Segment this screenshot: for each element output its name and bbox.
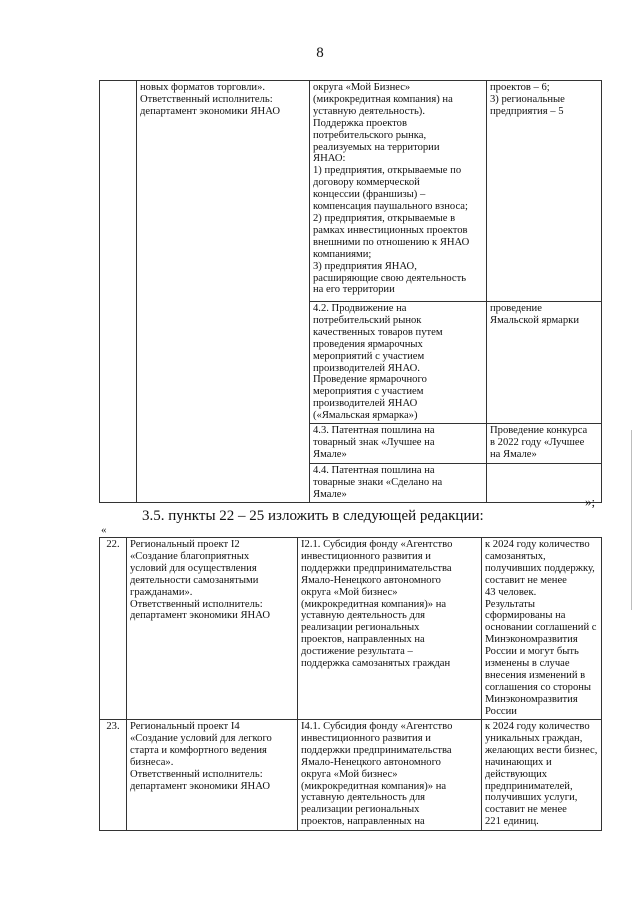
text-line: инвестиционного развития и <box>301 732 431 744</box>
text-line: новых форматов торговли». <box>140 82 266 93</box>
text-line: получивших поддержку, <box>485 562 595 574</box>
measures-table-new-edition <box>99 537 602 831</box>
text-line: Ответственный исполнитель: <box>140 93 273 105</box>
text-line: внешними по отношению к ЯНАО <box>313 236 470 248</box>
row-number-cell <box>100 538 127 720</box>
text-line: уставную деятельность для <box>301 610 425 622</box>
text-line: составит не менее <box>485 804 567 816</box>
text-line: старта и комфортного ведения <box>130 744 267 756</box>
text-line: рамках инвестиционных проектов <box>313 224 468 236</box>
text-line: 43 человек. <box>485 586 537 598</box>
text-line: Минэкономразвития <box>485 634 578 646</box>
table-row <box>100 81 602 302</box>
text-line: 2) предприятия, открываемые в <box>313 212 456 224</box>
text-line: действующих <box>485 768 548 780</box>
text-line: поддержка самозанятых граждан <box>301 658 451 670</box>
text-line: качественных товаров путем <box>313 326 443 338</box>
measure-cell <box>310 302 487 424</box>
text-line: достижение результата – <box>301 646 413 658</box>
text-line: Ямальской ярмарки <box>490 314 579 326</box>
text-line: товарные знаки «Сделано на <box>313 476 443 488</box>
text-line: договору коммерческой <box>313 177 420 189</box>
text-line: предпринимателей, <box>485 780 573 792</box>
text-line: производителей ЯНАО <box>313 398 418 410</box>
scan-edge-mark <box>631 430 632 610</box>
text-line: проектов – 6; <box>490 82 550 93</box>
text-line: производителей ЯНАО. <box>313 362 420 374</box>
text-line: округа «Мой бизнес» <box>301 586 398 598</box>
text-line: деятельности самозанятыми <box>130 574 259 586</box>
text-line: ЯНАО: <box>313 153 346 165</box>
text-line: 1) предприятия, открываемые по <box>313 165 462 177</box>
text-line: департамент экономики ЯНАО <box>140 105 280 117</box>
text-line: (микрокредитная компания)» на <box>301 598 447 610</box>
text-line: Ямало-Ненецкого автономного <box>301 756 441 768</box>
text-line: России и могут быть <box>485 646 579 658</box>
table-row <box>100 538 602 720</box>
text-line: 4.3. Патентная пошлина на <box>313 425 435 437</box>
text-line: I4.1. Субсидия фонду «Агентство <box>301 721 453 732</box>
text-line: проектов, направленных на <box>301 816 425 828</box>
text-line: Проведение конкурса <box>490 425 588 437</box>
project-cell <box>127 538 298 720</box>
page-number: 8 <box>316 45 324 61</box>
text-line: на его территории <box>313 284 395 296</box>
text-line: Проведение ярмарочного <box>313 374 427 386</box>
text-line: получивших услуги, <box>485 792 578 804</box>
result-cell <box>487 424 602 464</box>
text-line: гражданами». <box>130 586 193 598</box>
text-line: реализации региональных <box>301 622 420 634</box>
text-line: Региональный проект I4 <box>130 721 240 732</box>
text-line: проведения ярмарочных <box>313 338 423 350</box>
row-number-cell <box>100 81 137 503</box>
result-cell <box>482 538 602 720</box>
text-line: товарный знак «Лучшее на <box>313 436 435 448</box>
text-line: поддержки предпринимательства <box>301 744 452 756</box>
text-line: (микрокредитная компания) на <box>313 93 453 105</box>
measure-cell <box>310 81 487 302</box>
text-line: округа «Мой Бизнес» <box>313 82 411 93</box>
text-line: Результаты <box>485 598 536 610</box>
section-heading: 3.5. пункты 22 – 25 изложить в следующей редакции: <box>142 508 484 524</box>
text-line: Поддержка проектов <box>313 117 407 129</box>
text-line: на Ямале» <box>490 448 537 460</box>
text-line: самозанятых, <box>485 550 546 562</box>
text-line: уставную деятельность). <box>313 105 425 117</box>
text-line: департамент экономики ЯНАО <box>130 610 270 622</box>
opening-quote: « <box>101 524 107 536</box>
text-line: соглашения со стороны <box>485 681 592 693</box>
text-line: Региональный проект I2 <box>130 539 240 550</box>
text-line: 3) предприятия ЯНАО, <box>313 260 417 272</box>
text-line: уставную деятельность для <box>301 792 425 804</box>
text-line: в 2022 году «Лучшее <box>490 436 585 448</box>
text-line: внесения изменений в <box>485 669 586 681</box>
text-line: 221 единиц. <box>485 816 539 828</box>
text-line: расширяющие свою деятельность <box>313 272 467 284</box>
text-line: сформированы на <box>485 610 566 622</box>
project-cell <box>127 720 298 831</box>
project-cell <box>137 81 310 503</box>
result-cell <box>487 302 602 424</box>
text-line: округа «Мой бизнес» <box>301 768 398 780</box>
measure-cell <box>310 464 487 503</box>
measure-cell <box>298 720 482 831</box>
text-line: составит не менее <box>485 574 567 586</box>
text-line: начинающих и <box>485 756 552 768</box>
text-line: реализации региональных <box>301 804 420 816</box>
row-number: 22. <box>106 539 120 550</box>
text-line: 4.4. Патентная пошлина на <box>313 465 435 477</box>
text-line: Ответственный исполнитель: <box>130 598 263 610</box>
text-line: компенсация паушального взноса; <box>313 201 468 213</box>
text-line: (микрокредитная компания)» на <box>301 780 447 792</box>
row-number-cell <box>100 720 127 831</box>
text-line: («Ямальская ярмарка») <box>313 410 418 422</box>
text-line: компаниями; <box>313 248 372 260</box>
text-line: поддержки предпринимательства <box>301 562 452 574</box>
text-line: проведение <box>490 303 542 314</box>
text-line: Ответственный исполнитель: <box>130 768 263 780</box>
result-cell <box>487 81 602 302</box>
text-line: основании соглашений с <box>485 622 597 634</box>
text-line: к 2024 году количество <box>485 539 590 550</box>
row-number: 23. <box>106 721 120 732</box>
text-line: инвестиционного развития и <box>301 550 431 562</box>
text-line: «Создание условий для легкого <box>130 732 272 744</box>
text-line: 4.2. Продвижение на <box>313 303 407 314</box>
text-line: предприятия – 5 <box>490 105 564 117</box>
text-line: бизнеса». <box>130 756 174 768</box>
text-line: Ямале» <box>313 488 347 500</box>
text-line: уникальных граждан, <box>485 732 583 744</box>
text-line: мероприятия с участием <box>313 386 424 398</box>
text-line: желающих вести бизнес, <box>485 744 598 756</box>
result-cell <box>482 720 602 831</box>
text-line: департамент экономики ЯНАО <box>130 780 270 792</box>
text-line: «Создание благоприятных <box>130 550 250 562</box>
text-line: реализуемых на территории <box>313 141 440 153</box>
text-line: мероприятий с участием <box>313 350 425 362</box>
text-line: I2.1. Субсидия фонду «Агентство <box>301 539 453 550</box>
text-line: 3) региональные <box>490 93 565 105</box>
text-line: Ямало-Ненецкого автономного <box>301 574 441 586</box>
table-row <box>100 720 602 831</box>
text-line: России <box>485 705 517 717</box>
text-line: к 2024 году количество <box>485 721 590 732</box>
text-line: концессии (франшизы) – <box>313 189 426 201</box>
text-line: потребительский рынок <box>313 314 422 326</box>
measure-cell <box>298 538 482 720</box>
text-line: условий для осуществления <box>130 562 257 574</box>
text-line: изменены в случае <box>485 658 570 670</box>
measure-cell <box>310 424 487 464</box>
closing-quote: »; <box>585 494 596 509</box>
text-line: Минэкономразвития <box>485 693 578 705</box>
text-line: Ямале» <box>313 448 347 460</box>
text-line: потребительского рынка, <box>313 129 427 141</box>
measures-table-continued <box>99 80 602 503</box>
text-line: проектов, направленных на <box>301 634 425 646</box>
